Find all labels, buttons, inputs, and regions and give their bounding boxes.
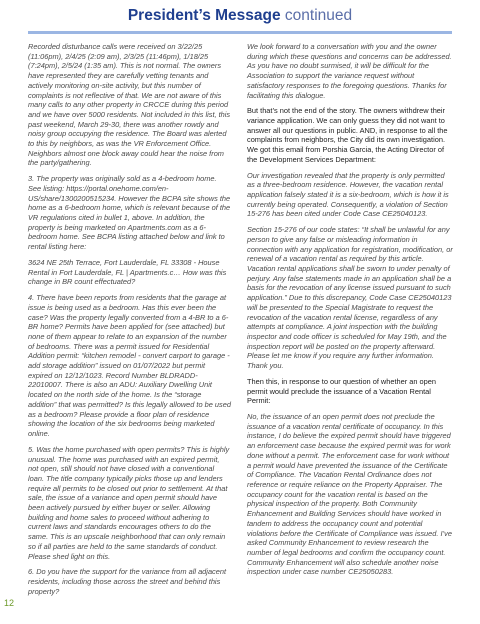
left-paragraph: 4. There have been reports from residents that the garage at issue is being used as a bedroom. Has this ever been the case? Was the property legally converted from a 4-BR to a 6-BR home? Permits have been applied for (see attached) but none of them appear to relate to an expansion of the number of bedrooms. There was a permit issued for Residential Addition permit: “kitchen remodel - convert carport to garage - add storage addition” issued on 01/07/2022 but permit expired on 12/12/1023. Record Number BLDRADD-22010007. There is also an ADU: Auxiliary Dwelling Unit located on the north side of the home. Is the “storage addition” that was permitted? Is this legally allowed to be used as a bedroom? Please provide a floor plan of residence showing the location of the six bedrooms being marketed online. [28, 293, 231, 438]
left-paragraph: Recorded disturbance calls were received on 3/22/25 (11:06pm), 2/4/25 (2:09 am), 2/3/25 (11:46pm), 1/18/25 (7:24pm), 2/5/24 (1:35 am). This is not normal. The owners have represented they are carefully vetting tenants and actively monitoring on-site activity, but this number of complaints is not reflective of that. We are not aware of this many calls to any other property in CRCCE during this period and we have over 5000 residents. Not included in this list, this past weekend, March 29-30, there was another rowdy and noisy group occupying the residence. The Board was alerted to this by neighbors, as was the VR Enforcement Office. Neighbors almost one block away could hear the noise from the party/gathering. [28, 42, 231, 168]
right-paragraph: No, the issuance of an open permit does not preclude the issuance of a vacation rental certificate of occupancy. In this instance, I do believe the expired permit should have triggered an enforcement case because the expired permit was for work done without a permit. The enforcement case for work without a permit would have prevented the issuance of the Certificate of Compliance. The Vacation Rental Ordinance does not reference or require reliance on the Property Appraiser. The occupancy count for the vacation rental is based on the physical inspection of the property. Both Community Enhancement and Building Services should have worked in tandem to address the occupancy count and potential violations before the Certificate of Compliance was issued. I’ve asked Community Enhancement to review research the number of legal bedrooms and confirm the occupancy count. Community Enhancement will also schedule another noise inspection under case number CE25050283. [247, 412, 452, 577]
right-paragraph: We look forward to a conversation with you and the owner during which these questions and concerns can be addressed. As you have no doubt surmised, it will be difficult for the Association to support the variance request without satisfactory responses to the foregoing questions. Thanks for facilitating this dialogue. [247, 42, 452, 100]
right-paragraph: Our investigation revealed that the property is only permitted as a three-bedroom residence. However, the vacation rental application falsely stated it is a six-bedroom, which is how it is currently being operated. Consequently, a violation of Section 15-276 has been cited under Code Case CE25040123. [247, 170, 449, 219]
right-column [247, 42, 453, 583]
right-paragraph: But that’s not the end of the story. The owners withdrew their variance application. We can only guess they did not want to answer all our questions in public. AND, in response to all the complaints from neighbors, the City did its own investigation. We got this email from Porshia Garcia, the Acting Director of the Development Services Department: [247, 106, 448, 164]
title-divider [28, 31, 452, 34]
title-main: President’s Message [127, 7, 281, 24]
left-paragraph: 3. The property was originally sold as a 4-bedroom home. See listing: https://portal.onehome.com/en-US/share/1300200515234. However the BCPA site shows the home as a 6-bedroom home, which is relevant because of the VR regulations cited in bullet 1, above. In addition, the property is being marketed on Apartments.com as a 6-bedroom home. See BCPA listing attached below and link to rental listing here: [28, 174, 231, 252]
page-number: 12 [4, 598, 15, 608]
left-paragraph: 5. Was the home purchased with open permits? This is highly unusual. The home was purchased with an expired permit, not open, still should not have closed with a conventional loan. The title company typically picks those up and lenders require all permits to be closed out prior to settlement. At that sale, the issue of a variance and open permit should have been actively pursued by either buyer or seller. Allowing building and home sales to proceed without adhering to current laws and standards encourages others to do the same. This is an upscale neighborhood that can only remain so if all parties are held to the same standards of conduct. Please shed light on this. [28, 444, 230, 561]
left-column [28, 42, 231, 603]
left-paragraph: 6. Do you have the support for the variance from all adjacent residents, including those across the street and behind this property? [28, 567, 227, 596]
title-continued: continued [284, 7, 353, 24]
left-paragraph: 3624 NE 25th Terrace, Fort Lauderdale, FL 33308 - House Rental in Fort Lauderdale, FL | Apartments.c… How was this change in BR count effectuated? [28, 257, 227, 287]
right-paragraph: Section 15-276 of our code states: “It shall be unlawful for any person to give any false or misleading information in connection with any application for registration, modification, or renewal of a vacation rental as required by this article. Vacation rental applications shall be sworn to under penalty of perjury. Any false statements made in an application shall be a basis for the revocation of any license issued pursuant to such application.” Due to this discrepancy, Code Case CE25040123 will be presented to the Special Magistrate to request the revocation of the vacation rental license, regardless of any attempts at compliance. A joint inspection with the building inspector and code officer is scheduled for May 19th, and the inspection report will be posted on the property afterward. Please let me know if you require any further information. Thank you. [247, 225, 453, 371]
right-paragraph: Then this, in response to our question of whether an open permit would preclude the issuance of a Vacation Rental Permit: [247, 376, 436, 406]
page-title [0, 6, 480, 26]
